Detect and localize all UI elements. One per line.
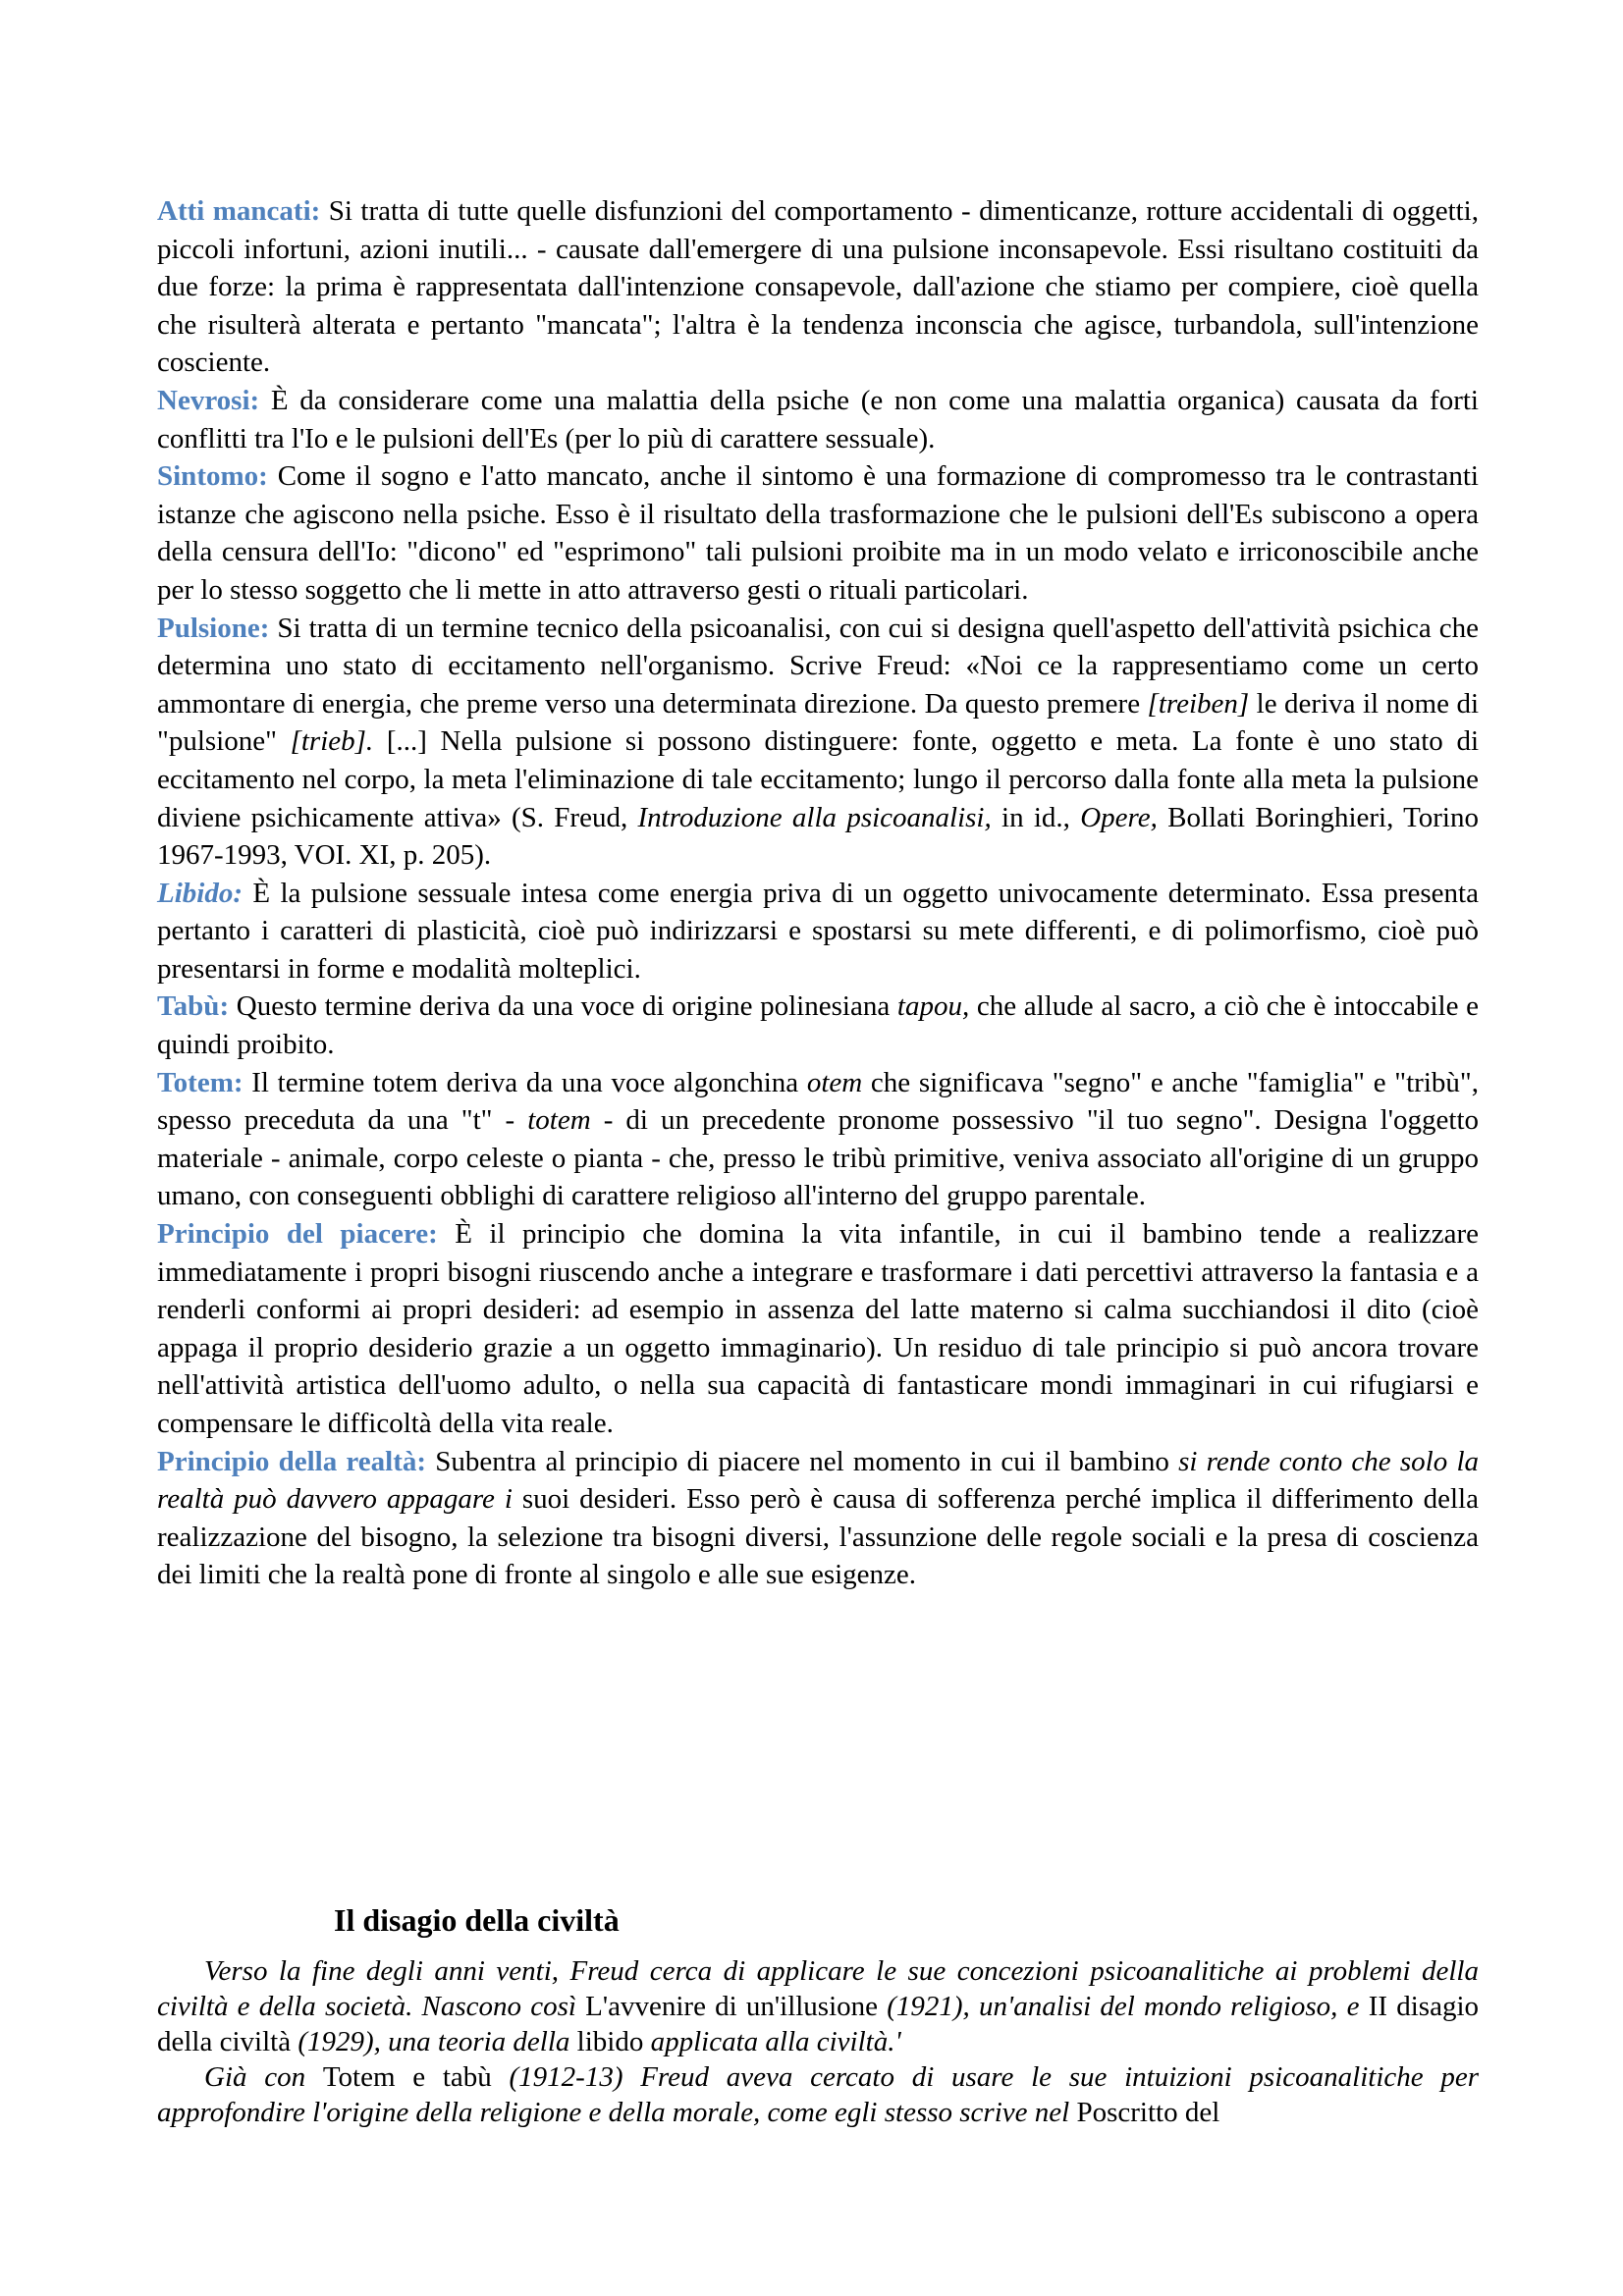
definition-text: in id.,: [991, 801, 1081, 833]
italic-text: Già con: [204, 2061, 323, 2093]
book-title: Totem e tabù: [322, 2061, 492, 2093]
essay-body: [157, 1953, 1479, 2130]
definition-text: che significava "segno" e anche "famiglia" e "tribù", spesso preceduta da una "t" -: [157, 1066, 1479, 1137]
italic-text: otem: [806, 1066, 863, 1098]
term-label: Principio della realtà:: [157, 1445, 427, 1477]
entry-atti-mancati: [157, 192, 1479, 382]
definition-text: Subentra al principio di piacere nel momento in cui il bambino: [426, 1445, 1179, 1477]
entry-pulsione: [157, 610, 1479, 875]
definition-text: [...] Nella pulsione si possono distinguere: fonte, oggetto e meta. La fonte è uno stato di eccitamento nel corpo, la meta l'eliminazione di tale eccitamento; lungo il percorso dalla fonte alla meta la pulsione diviene psichicamente attiva» (S. Freud,: [157, 725, 1480, 833]
italic-text: (1921), un'analisi del mondo religioso, e: [878, 1991, 1369, 2022]
italic-text: Verso la fine degli anni venti, Freud cerca di applicare le sue concezioni psicoanalitiche ai problemi della civiltà e della società. Nascono così: [157, 1955, 1479, 2022]
entry-sintomo: [157, 457, 1479, 609]
definition-text: È il principio che domina la vita infantile, in cui il bambino tende a realizzare immediatamente i propri bisogni riuscendo anche a integrare e trasformare i dati percettivi attraverso la fantasia e a renderli conformi ai propri desideri: ad esempio in assenza del latte materno si calma succhiandosi il dito (cioè appaga il proprio desiderio grazie a un oggetto immaginario). Un residuo di tale principio si può ancora trovare nell'attività artistica dell'uomo adulto, o nella sua capacità di fantasticare mondi immaginari in cui rifugiarsi e compensare le difficoltà della vita reale.: [157, 1218, 1480, 1439]
definition-text: Bollati Boringhieri, Torino 1967-1993, VOI. XI, p. 205).: [157, 801, 1479, 872]
definition-text: suoi desideri. Esso però è causa di sofferenza perché implica il differimento della realizzazione del bisogno, la selezione tra bisogni diversi, l'assunzione delle regole sociali e la presa di coscienza dei limiti che la realtà pone di fronte al singolo e alle sue esigenze.: [157, 1483, 1479, 1591]
entry-nevrosi: [157, 382, 1479, 457]
italic-text: applicata alla civiltà.': [643, 2026, 901, 2057]
italic-text: tapou,: [896, 990, 970, 1023]
term-label: Atti mancati:: [157, 195, 321, 227]
term-label: Principio del piacere:: [157, 1218, 438, 1251]
definition-text: Il termine totem deriva da una voce algonchina: [243, 1066, 807, 1098]
book-title: Introduzione alla psicoanalisi,: [637, 801, 992, 833]
term-label: Libido:: [157, 877, 243, 909]
italic-text: si rende conto che solo la realtà può davvero appagare i: [157, 1445, 1479, 1516]
italic-text: [treiben]: [1147, 687, 1250, 720]
definition-text: che allude al sacro, a ciò che è intoccabile e quindi proibito.: [157, 990, 1479, 1061]
definition-text: le deriva il nome di "pulsione": [157, 687, 1479, 758]
term-label: Tabù:: [157, 990, 230, 1023]
italic-text: (1912-13) Freud aveva cercato di usare le sue intuizioni psicoanalitiche per approfondire l'origine della religione e della morale, come egli stesso scrive nel: [157, 2061, 1480, 2128]
essay-paragraph: [157, 2059, 1479, 2130]
roman-text: libido: [576, 2026, 644, 2057]
term-label: Sintomo:: [157, 460, 268, 493]
definition-text: - di un precedente pronome possessivo "il tuo segno". Designa l'oggetto materiale - animale, corpo celeste o pianta - che, presso le tribù primitive, veniva associato all'origine di un gruppo umano, con conseguenti obblighi di carattere religioso all'interno del gruppo parentale.: [157, 1104, 1480, 1212]
italic-text: totem: [527, 1104, 591, 1137]
entry-principio-piacere: [157, 1215, 1479, 1443]
glossary: [157, 192, 1479, 1594]
entry-tabu: [157, 988, 1479, 1063]
term-label: Nevrosi:: [157, 384, 260, 416]
entry-principio-realta: [157, 1443, 1479, 1594]
section-title: Il disagio della civiltà: [334, 1902, 620, 1938]
definition-text: Come il sogno e l'atto mancato, anche il sintomo è una formazione di compromesso tra le contrastanti istanze che agiscono nella psiche. Esso è il risultato della trasformazione che le pulsioni dell'Es subiscono a opera della censura dell'Io: "dicono" ed "esprimono" tali pulsioni proibite ma in un modo velato e irriconoscibile anche per lo stesso soggetto che li mette in atto attraverso gesti o rituali particolari.: [157, 460, 1479, 606]
italic-text: [trieb].: [290, 725, 374, 758]
essay-paragraph: [157, 1953, 1479, 2059]
book-title: II disagio della civiltà: [157, 1991, 1480, 2057]
entry-totem: [157, 1064, 1479, 1215]
book-title: Opere,: [1080, 801, 1158, 833]
italic-text: (1929), una teoria della: [291, 2026, 577, 2057]
book-title: Poscritto del: [1076, 2097, 1220, 2128]
definition-text: Si tratta di tutte quelle disfunzioni del comportamento - dimenticanze, rotture accidentali di oggetti, piccoli infortuni, azioni inutili... - causate dall'emergere di una pulsione inconsapevole. Essi risultano costituiti da due forze: la prima è rappresentata dall'intenzione consapevole, dall'azione che stiamo per compiere, cioè quella che risulterà alterata e pertanto "mancata"; l'altra è la tendenza inconscia che agisce, turbandola, sull'intenzione cosciente.: [157, 195, 1479, 379]
definition-text: Si tratta di un termine tecnico della psicoanalisi, con cui si designa quell'aspetto dell'attività psichica che determina uno stato di eccitamento nell'organismo. Scrive Freud: «Noi ce la rappresentiamo come un certo ammontare di energia, che preme verso una determinata direzione. Da questo premere: [157, 612, 1479, 720]
definition-text: Questo termine deriva da una voce di origine polinesiana: [229, 990, 897, 1023]
entry-libido: [157, 875, 1479, 988]
book-title: L'avvenire di un'illusione: [585, 1991, 879, 2022]
term-label: Totem:: [157, 1066, 243, 1098]
term-label: Pulsione:: [157, 612, 270, 644]
definition-text: È la pulsione sessuale intesa come energia priva di un oggetto univocamente determinato. Essa presenta pertanto i caratteri di plasticità, cioè può indirizzarsi e spostarsi su mete differenti, e di polimorfismo, cioè può presentarsi in forme e modalità molteplici.: [157, 877, 1479, 985]
definition-text: È da considerare come una malattia della psiche (e non come una malattia organica) causata da forti conflitti tra l'Io e le pulsioni dell'Es (per lo più di carattere sessuale).: [157, 384, 1479, 454]
